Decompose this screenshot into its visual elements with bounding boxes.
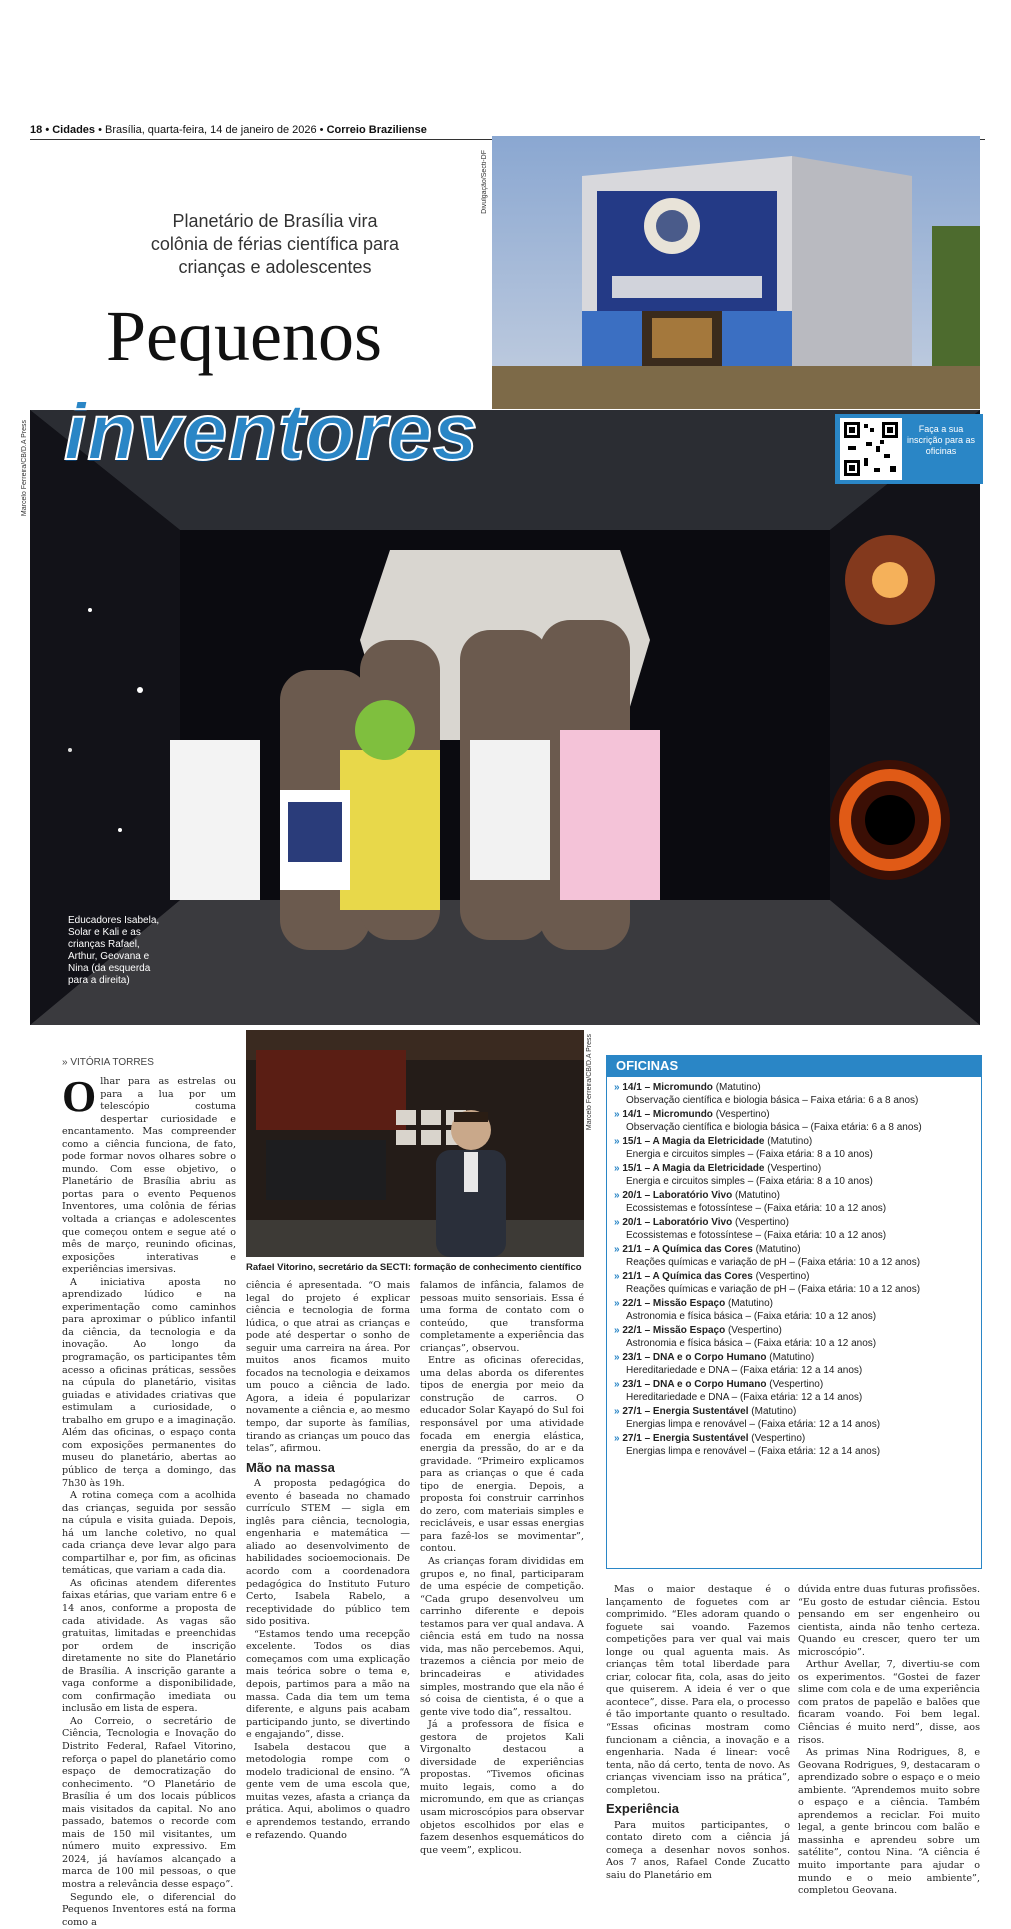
chevron-right-icon: »: [614, 1109, 623, 1120]
oficina-description: Energias limpa e renovável – (Faixa etária: 12 a 14 anos): [626, 1418, 881, 1430]
main-photo-caption: Educadores Isabela, Solar e Kali e as crianças Rafael, Arthur, Geovana e Nina (da esquerda para a direita): [68, 915, 160, 986]
oficina-description: Energias limpa e renovável – (Faixa etária: 12 a 14 anos): [626, 1445, 881, 1457]
paragraph: dúvida entre duas futuras profissões. “Eu gosto de estudar ciência. Estou pensando em ser engenheiro ou cientista, ainda não tenho certeza. Quando eu crescer, quero ter um microscópio”.: [798, 1584, 980, 1658]
oficina-period: (Matutino): [767, 1136, 813, 1147]
oficina-period: (Vespertino): [751, 1433, 806, 1444]
oficina-period: (Vespertino): [767, 1163, 822, 1174]
oficina-title: 15/1 – A Magia da Eletricidade: [622, 1163, 765, 1174]
paragraph: lhar para as estrelas ou para a lua por um telescópio costuma despertar curiosidade e encantamento. Mas compreender como a ciência funciona, de fato, pode formar novos olhares sobre o mundo. Com esse objetivo, o Planetário de Brasília abriu as portas para o evento Pequenos Inventores, uma colônia de férias voltada a crianças e adolescentes que começou ontem e segue até o mês de março, reunindo oficinas, exposições interativas e experiências imersivas.: [62, 1076, 236, 1276]
oficina-title: 21/1 – A Química das Cores: [622, 1271, 753, 1282]
section-name: Cidades: [52, 124, 96, 136]
chevron-right-icon: »: [614, 1406, 623, 1417]
oficina-title: 21/1 – A Química das Cores: [622, 1244, 753, 1255]
oficina-title: 22/1 – Missão Espaço: [622, 1325, 726, 1336]
kicker: Planetário de Brasília vira colônia de férias científica para crianças e adolescentes: [150, 211, 400, 277]
paragraph: Isabela destacou que a metodologia rompe com o modelo tradicional de ensino. “A gente vem de uma escola que, muitas vezes, afasta a criança da prática. Aqui, abolimos o quadro e aprendemos testando, errando e refazendo. Quando: [246, 1741, 410, 1841]
oficina-title: 20/1 – Laboratório Vivo: [622, 1217, 733, 1228]
chevron-right-icon: »: [614, 1217, 623, 1228]
paragraph: Mas o maior destaque é o lançamento de foguetes com ar comprimido. “Eles adoram quando o foguete sai voando. Fazemos competições para ver qual vai mais longe ou qual aguenta mais. As crianças têm total liberdade para criar, colocar fita, cola, asas do jeito que quiserem. A ideia é ver o que acontece”, disse. Para ela, o processo é tão importante quanto o resultado. “Essas oficinas mostram como funcionam a ciência, a inovação e a engenharia. Nada é linear: você tenta, não dá certo, tenta de novo. As crianças vivenciam isso na prática”, completou.: [606, 1584, 790, 1796]
oficina-period: (Matutino): [727, 1298, 773, 1309]
paragraph: A rotina começa com a acolhida das crianças, seguida por sessão na cúpula e visita guiada. Depois, há um lanche coletivo, no qual cada criança deve levar algo para compartilhar e, por fim, as oficinas temáticas, que variam a cada dia.: [62, 1490, 236, 1577]
paragraph: ciência é apresentada. “O mais legal do projeto é explicar ciência e tecnologia de forma lúdica, o que atrai as crianças e pode até despertar o sonho de seguir uma carreira na área. Por muitos anos ficamos muito focados na tecnologia e deixamos um pouco a ciência de lado. Agora, a ideia é popularizar novamente a ciência e, ao mesmo tempo, dar suporte às famílias, tirando as crianças um pouco das telas”, afirmou.: [246, 1280, 410, 1455]
paragraph: A proposta pedagógica do evento é baseada no chamado currículo STEM — sigla em inglês para ciência, tecnologia, engenharia e matemática — aliado ao desenvolvimento de habilidades socioemocionais. De acordo com a coordenadora pedagógica do Instituto Futuro Certo, Isabela Rabelo, a receptividade do público tem sido positiva.: [246, 1478, 410, 1628]
oficina-title: 20/1 – Laboratório Vivo: [622, 1190, 733, 1201]
chevron-right-icon: »: [614, 1352, 623, 1363]
qr-label: Faça a sua inscrição para as oficinas: [906, 424, 976, 456]
chevron-right-icon: »: [614, 1325, 623, 1336]
oficina-title: 27/1 – Energia Sustentável: [622, 1433, 749, 1444]
oficina-item: [614, 1082, 976, 1107]
oficina-item: [614, 1325, 976, 1350]
oficina-item: [614, 1217, 976, 1242]
paragraph: Já a professora de física e gestora de projetos Kali Virgonalto destacou a diversidade de experiências propostas. “Tivemos oficinas muito legais, como a do micromundo, em que as crianças usam microscópios para observar objetos escolhidos por elas e fazem desenhos esquemáticos do que veem”, explicou.: [420, 1719, 584, 1856]
top-photo-credit: Divulgação/Secti-DF: [481, 150, 488, 214]
oficina-item: [614, 1271, 976, 1296]
chevron-right-icon: »: [614, 1163, 623, 1174]
dateline: Brasília, quarta-feira, 14 de janeiro de 2026: [105, 124, 317, 136]
oficina-period: (Matutino): [755, 1244, 801, 1255]
rafael-vitorino-photo: [246, 1030, 584, 1257]
chevron-right-icon: »: [614, 1298, 623, 1309]
oficina-item: [614, 1163, 976, 1188]
chevron-right-icon: »: [614, 1433, 623, 1444]
byline: » VITÓRIA TORRES: [62, 1057, 154, 1068]
paragraph: As primas Nina Rodrigues, 8, e Geovana Rodrigues, 9, destacaram o aprendizado sobre o espaço e o meio ambiente. “Aprendemos muito sobre o espaço e a ciência. Também aprendemos a reciclar. Foi muito legal, a gente brincou com balão e massinha e aprendeu sobre um satélite”, contou Nina. “A ciência é muito importante para ajudar o mundo e o meio ambiente”, completou Geovana.: [798, 1747, 980, 1897]
oficina-description: Energia e circuitos simples – (Faixa etária: 8 a 10 anos): [626, 1148, 873, 1160]
headline-line2: inventores: [64, 387, 479, 476]
oficina-period: (Matutino): [751, 1406, 797, 1417]
dropcap: O: [62, 1072, 97, 1121]
oficina-title: 23/1 – DNA e o Corpo Humano: [622, 1379, 767, 1390]
oficina-description: Hereditariedade e DNA – (Faixa etária: 12 a 14 anos): [626, 1364, 863, 1376]
oficina-item: [614, 1406, 976, 1431]
oficina-title: 14/1 – Micromundo: [622, 1109, 713, 1120]
oficina-item: [614, 1352, 976, 1377]
paragraph: A iniciativa aposta no aprendizado lúdico e na experimentação como caminhos para aproximar o público infantil da ciência, da tecnologia e da inovação. Ao longo da programação, os participantes têm acesso a oficinas práticas, sessões na cúpula do planetário, visitas guiadas e atividades criativas que estimulam a curiosidade, o trabalho em grupo e a imaginação. Além das oficinas, o espaço conta com exposições permanentes do museu do planetário, abertas ao público de terça a domingo, das 7h30 às 19h.: [62, 1276, 236, 1489]
oficina-title: 15/1 – A Magia da Eletricidade: [622, 1136, 765, 1147]
paragraph: Ao Correio, o secretário de Ciência, Tecnologia e Inovação do Distrito Federal, Rafael Vitorino, reforça o papel do planetário como espaço de democratização do conhecimento. “O Planetário de Brasília é um dos locais públicos mais visitados da capital. No ano passado, batemos o recorde com mais de 150 mil visitantes, um número muito expressivo. Em 2024, já havíamos alcançado a marca de 100 mil pessoas, o que mostra a relevância desse espaço”.: [62, 1715, 236, 1890]
oficina-period: (Vespertino): [769, 1379, 824, 1390]
oficina-description: Astronomia e física básica – (Faixa etária: 10 a 12 anos): [626, 1337, 877, 1349]
rafael-photo-credit: Marcelo Ferreira/CB/D.A Press: [586, 1034, 593, 1131]
oficina-period: (Matutino): [715, 1082, 761, 1093]
paper-name: Correio Braziliense: [326, 124, 427, 136]
oficina-item: [614, 1109, 976, 1134]
article-column-4: [606, 1584, 790, 1896]
main-photo-children-tunnel: [30, 410, 980, 1025]
oficina-description: Ecossistemas e fotossíntese – (Faixa etária: 10 a 12 anos): [626, 1202, 887, 1214]
oficina-item: [614, 1190, 976, 1215]
paragraph: As oficinas atendem diferentes faixas etárias, que variam entre 6 e 14 anos, conforme a proposta de cada atividade. As vagas são gratuitas, limitadas e preenchidas por ordem de inscrição diretamente no site do Planetário de Brasília. A inscrição garante a vaga conforme a disponibilidade, com confirmação imediata ou inclusão em lista de espera.: [62, 1577, 236, 1715]
oficina-title: 23/1 – DNA e o Corpo Humano: [622, 1352, 767, 1363]
oficina-period: (Matutino): [734, 1190, 780, 1201]
oficina-description: Energia e circuitos simples – (Faixa etária: 8 a 10 anos): [626, 1175, 873, 1187]
oficina-period: (Vespertino): [755, 1271, 810, 1282]
headline-line1: Pequenos: [106, 296, 382, 376]
chevron-right-icon: »: [614, 1379, 623, 1390]
article-column-5: [798, 1584, 980, 1896]
oficina-period: (Vespertino): [715, 1109, 770, 1120]
oficina-item: [614, 1244, 976, 1269]
article-column-2: [246, 1280, 410, 1896]
oficina-title: 27/1 – Energia Sustentável: [622, 1406, 749, 1417]
chevron-right-icon: »: [614, 1244, 623, 1255]
paragraph: “Estamos tendo uma recepção excelente. Todos os dias começamos com uma explicação mais teórica sobre o tema e, depois, partimos para a mão na massa. Cada dia tem um tema diferente, e alguns pais acabam participando junto, se divertindo e engajando”, disse.: [246, 1628, 410, 1741]
paragraph: Segundo ele, o diferencial do Pequenos Inventores está na forma como a: [62, 1891, 236, 1928]
oficina-period: (Matutino): [769, 1352, 815, 1363]
chevron-right-icon: »: [614, 1082, 623, 1093]
rafael-photo-caption: Rafael Vitorino, secretário da SECTI: formação de conhecimento científico: [246, 1262, 582, 1273]
article-column-1: [62, 1072, 236, 1928]
oficina-title: 22/1 – Missão Espaço: [622, 1298, 726, 1309]
oficina-item: [614, 1379, 976, 1404]
planetarium-building-photo: [492, 136, 980, 409]
oficina-description: Astronomia e física básica – (Faixa etária: 10 a 12 anos): [626, 1310, 877, 1322]
paragraph: Arthur Avellar, 7, divertiu-se com os experimentos. “Gostei de fazer slime com cola e de uma experiência com pratos de papelão e balões que ficaram voando. Foi bem legal. Ciências é muito nerd”, disse, aos risos.: [798, 1659, 980, 1746]
subheading-experiencia: Experiência: [606, 1801, 679, 1817]
oficina-item: [614, 1298, 976, 1323]
oficina-description: Observação científica e biologia básica – Faixa etária: 6 a 8 anos): [626, 1094, 919, 1106]
oficina-description: Ecossistemas e fotossíntese – (Faixa etária: 10 a 12 anos): [626, 1229, 887, 1241]
paragraph: Para muitos participantes, o contato direto com a ciência já começa a desenhar novos sonhos. Aos 7 anos, Rafael Conde Zucatto saiu do Planetário em: [606, 1819, 790, 1882]
running-header: 18 • Cidades • Brasília, quarta-feira, 14 de janeiro de 2026 • Correio Braziliense: [30, 124, 985, 140]
qr-code-icon[interactable]: [840, 418, 902, 480]
oficina-item: [614, 1433, 976, 1458]
page-number: 18: [30, 124, 43, 136]
oficina-period: (Vespertino): [734, 1217, 789, 1228]
oficina-description: Observação científica e biologia básica – (Faixa etária: 6 a 8 anos): [626, 1121, 922, 1133]
oficina-item: [614, 1136, 976, 1161]
main-photo-credit: Marcelo Ferreira/CB/D.A Press: [21, 420, 28, 517]
oficina-description: Reações químicas e variação de pH – (Faixa etária: 10 a 12 anos): [626, 1283, 921, 1295]
chevron-right-icon: »: [614, 1271, 623, 1282]
oficinas-title: OFICINAS: [606, 1055, 982, 1077]
paragraph: falamos de infância, falamos de pessoas muito sensoriais. Essa é uma forma de contato com o conteúdo, que transforma completamente a experiência das crianças”, observou.: [420, 1280, 584, 1354]
chevron-right-icon: »: [614, 1190, 623, 1201]
chevron-right-icon: »: [614, 1136, 623, 1147]
oficina-period: (Vespertino): [727, 1325, 782, 1336]
article-column-3: [420, 1280, 584, 1896]
oficinas-list: [614, 1082, 976, 1566]
paragraph: Entre as oficinas oferecidas, uma delas aborda os diferentes tipos de energia por meio da construção de carros. O educador Solar Kayapó do Sul foi responsável por uma atividade focada em energia elástica, energia da pressão, do ar e da gravidade. “Primeiro explicamos para as crianças o que é cada tipo de energia. Depois, a proposta foi construir carrinhos do zero, com materiais simples e recicláveis, e usar essas energias para fazê-los se movimentar”, contou.: [420, 1355, 584, 1555]
subheading-mao-na-massa: Mão na massa: [246, 1459, 335, 1475]
oficina-description: Hereditariedade e DNA – (Faixa etária: 12 a 14 anos): [626, 1391, 863, 1403]
oficina-title: 14/1 – Micromundo: [622, 1082, 713, 1093]
oficina-description: Reações químicas e variação de pH – (Faixa etária: 10 a 12 anos): [626, 1256, 921, 1268]
paragraph: As crianças foram divididas em grupos e, no final, participaram de uma espécie de competição. “Cada grupo desenvolveu um carrinho diferente e depois testamos para ver qual andava. A ciência está em tudo na nossa vida, mas não percebemos. Aqui, trazemos a ciência por meio de brincadeiras e atividades simples, mostrando que ela não é só coisa de cientista, é o que a gente vive todo dia”, ressaltou.: [420, 1556, 584, 1718]
